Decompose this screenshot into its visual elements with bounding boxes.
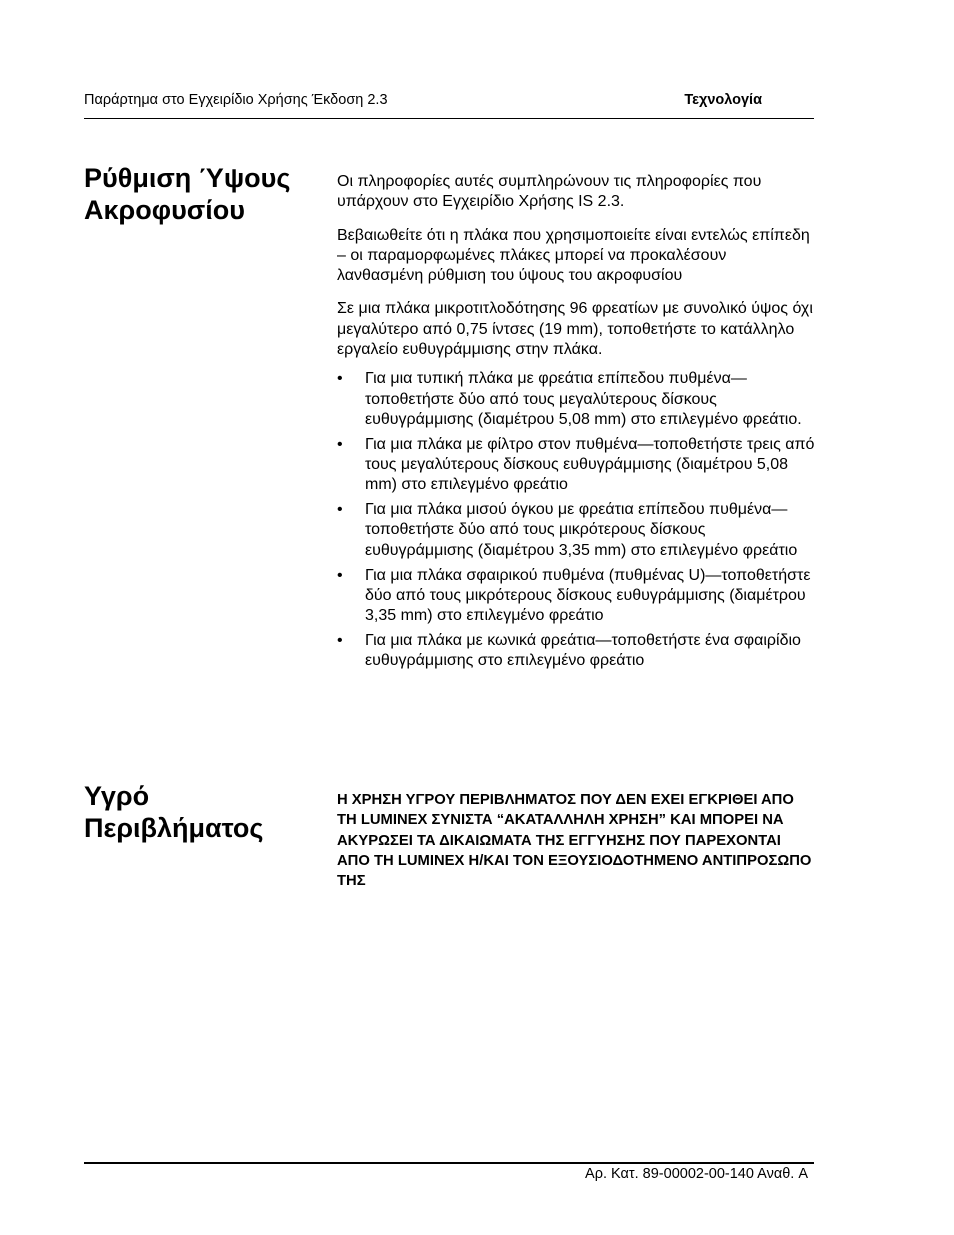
bullet-list: [337, 369, 815, 671]
list-item-text: Για μια πλάκα σφαιρικού πυθμένα (πυθμένας U)—τοποθετήστε δύο από τους μικρότερους δίσκους ευθυγράμμισης (διαμέτρου 3,35 mm) στο επιλεγμένο φρεάτιο: [365, 566, 811, 625]
list-item-text: Για μια πλάκα με φίλτρο στον πυθμένα—τοποθετήστε τρεις από τους μεγαλύτερους δίσκους ευθυγράμμισης (διαμέτρου 5,08 mm) στο επιλεγμένο φρεάτιο: [365, 435, 815, 494]
bullet-marker: •: [337, 566, 343, 584]
list-item: [337, 500, 815, 561]
footer-divider: [84, 1162, 814, 1164]
list-item-text: Για μια πλάκα μισού όγκου με φρεάτια επίπεδου πυθμένα—τοποθετήστε δύο από τους μικρότερους δίσκους ευθυγράμμισης (διαμέτρου 3,35 mm) στο επιλεγμένο φρεάτιο: [365, 501, 798, 559]
bullet-marker: •: [337, 501, 343, 519]
header-chapter-title: Τεχνολογία: [684, 92, 762, 108]
paragraph: Σε μια πλάκα μικροτιτλοδότησης 96 φρεατίων με συνολικό ύψος όχι μεγαλύτερο από 0,75 ίντσες (19 mm), τοποθετήστε το κατάλληλο εργαλείο ευθυγράμμισης στην πλάκα.: [337, 300, 813, 359]
section-title-nozzle-height: [84, 162, 324, 226]
header-document-title: Παράρτημα στο Εγχειρίδιο Χρήσης Έκδοση 2.3: [84, 92, 388, 108]
section-title-line: Ρύθμιση Ύψους: [84, 163, 291, 193]
bullet-marker: •: [337, 435, 343, 453]
section-title-line: Περιβλήματος: [84, 813, 264, 843]
bullet-marker: •: [337, 370, 343, 388]
list-item: [337, 369, 815, 430]
list-item: [337, 435, 815, 496]
bullet-marker: •: [337, 631, 343, 649]
footer-catalog-number: Αρ. Κατ. 89-00002-00-140 Αναθ. A: [585, 1166, 808, 1182]
list-item-text: Για μια πλάκα με κωνικά φρεάτια—τοποθετήστε ένα σφαιρίδιο ευθυγράμμισης στο επιλεγμένο φρεάτιο: [365, 631, 801, 670]
section-title-line: Ακροφυσίου: [84, 195, 245, 225]
section-body-sheath-fluid: [337, 790, 815, 904]
section-title-sheath-fluid: [84, 780, 324, 844]
paragraph: Βεβαιωθείτε ότι η πλάκα που χρησιμοποιείτε είναι εντελώς επίπεδη – οι παραμορφωμένες πλάκες μπορεί να προκαλέσουν λανθασμένη ρύθμιση του ύψους του ακροφυσίου: [337, 226, 810, 285]
list-item: [337, 566, 815, 627]
section-body-nozzle-height: [337, 172, 815, 676]
paragraph: Οι πληροφορίες αυτές συμπληρώνουν τις πληροφορίες που υπάρχουν στο Εγχειρίδιο Χρήσης IS 2.3.: [337, 173, 762, 211]
list-item: [337, 631, 815, 672]
warning-text: Η ΧΡΗΣΗ ΥΓΡΟΥ ΠΕΡΙΒΛΗΜΑΤΟΣ ΠΟΥ ΔΕΝ ΕΧΕΙ ΕΓΚΡΙΘΕΙ ΑΠΟ ΤΗ LUMINEX ΣΥΝΙΣΤΑ “ΑΚΑΤΑΛΛΗΛΗ ΧΡΗΣΗ” ΚΑΙ ΜΠΟΡΕΙ ΝΑ ΑΚΥΡΩΣΕΙ ΤΑ ΔΙΚΑΙΩΜΑΤΑ ΤΗΣ ΕΓΓΥΗΣΗΣ ΠΟΥ ΠΑΡΕΧΟΝΤΑΙ ΑΠΟ ΤΗ LUMINEX Η/ΚΑΙ ΤΟΝ ΕΞΟΥΣΙΟΔΟΤΗΜΕΝΟ ΑΝΤΙΠΡΟΣΩΠΟ ΤΗΣ: [337, 792, 812, 890]
list-item-text: Για μια τυπική πλάκα με φρεάτια επίπεδου πυθμένα—τοποθετήστε δύο από τους μεγαλύτερους δίσκους ευθυγράμμισης (διαμέτρου 5,08 mm) στο επιλεγμένο φρεάτιο.: [365, 370, 802, 428]
page-header: [84, 92, 814, 119]
section-title-line: Υγρό: [84, 781, 150, 811]
